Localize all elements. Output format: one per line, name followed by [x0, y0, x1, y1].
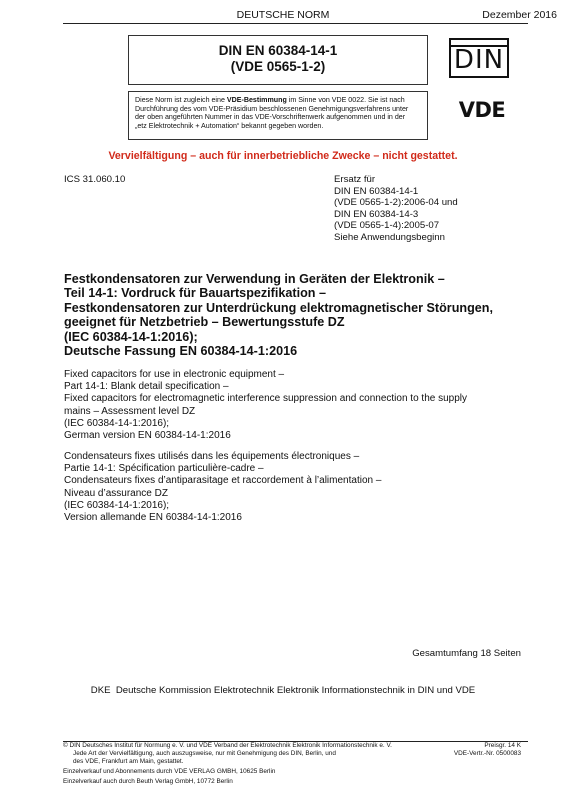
copyright-notice: © DIN Deutsches Institut für Normung e. V. und VDE Verband der Elektrotechnik Elektronik Informationstechnik e. V. Jede Art der Vervielfältigung, auch auszugsweise, nur mit Genehmigung des DIN, Berlin, und des VDE, Frankfurt am Main, gestattet.: [63, 742, 392, 765]
copy-warning: Vervielfältigung – auch für innerbetriebliche Zwecke – nicht gestattet.: [108, 150, 458, 162]
title-german: Festkondensatoren zur Verwendung in Geräten der Elektronik – Teil 14-1: Vordruck für Bauartspezifikation – Festkondensatoren zur Unterdrückung elektromagnetischer Störungen, geeignet für Netzbetrieb – Bewertungsstufe DZ (IEC 60384-14-1:2016); Deutsche Fassung EN 60384-14-1:2016: [64, 272, 493, 359]
title-english: Fixed capacitors for use in electronic equipment – Part 14-1: Blank detail specification – Fixed capacitors for electromagnetic interference suppression and connection to the supply mains – Assessment level DZ (IEC 60384-14-1:2016); German version EN 60384-14-1:2016: [64, 369, 468, 442]
din-logo: [449, 38, 509, 78]
vde-classification-number: (VDE 0565-1-2): [230, 59, 326, 74]
header-label: DEUTSCHE NORM: [236, 9, 330, 21]
replacement-info: Ersatz für DIN EN 60384-14-1 (VDE 0565-1-2):2006-04 und DIN EN 60384-14-3 (VDE 0565-1-4):2005-07 Siehe Anwendungsbeginn: [334, 174, 458, 243]
vde-notice-box: [128, 91, 428, 140]
price-group: Preisgr. 14 K: [484, 742, 521, 749]
vde-order-number: VDE-Vertr.-Nr. 0500083: [453, 750, 521, 757]
document-number-box: [128, 35, 428, 85]
vde-logo: VDE: [458, 98, 506, 122]
title-french: Condensateurs fixes utilisés dans les équipements électroniques – Partie 14-1: Spécification particulière-cadre – Condensateurs fixes d’antiparasitage et raccordement à l’alimentation – Niveau d’assurance DZ (IEC 60384-14-1:2016); Version allemande EN 60384-14-1:2016: [64, 451, 382, 524]
ics-code: ICS 31.060.10: [64, 174, 126, 185]
dke-committee: DKE Deutsche Kommission Elektrotechnik Elektronik Informationstechnik in DIN und VDE: [90, 685, 476, 696]
din-logo-text: DIN: [453, 45, 505, 75]
publication-date: Dezember 2016: [482, 9, 557, 21]
total-pages: Gesamtumfang 18 Seiten: [412, 648, 521, 659]
document-number: DIN EN 60384-14-1: [218, 43, 338, 58]
vde-notice-text: Diese Norm ist zugleich eine VDE-Bestimmung im Sinne von VDE 0022. Sie ist nach Durchführung des vom VDE-Präsidium beschlossenen Genehmigungsverfahrens unter der oben angeführten Nummer in das VDE-Vorschriftenwerk aufgenommen und in der „etz Elektrotechnik + Automation“ bekannt gegeben worden.: [135, 96, 409, 130]
header-rule: [63, 23, 528, 24]
sales-info: Einzelverkauf und Abonnements durch VDE VERLAG GMBH, 10625 Berlin Einzelverkauf auch durch Beuth Verlag GmbH, 10772 Berlin: [63, 768, 276, 785]
